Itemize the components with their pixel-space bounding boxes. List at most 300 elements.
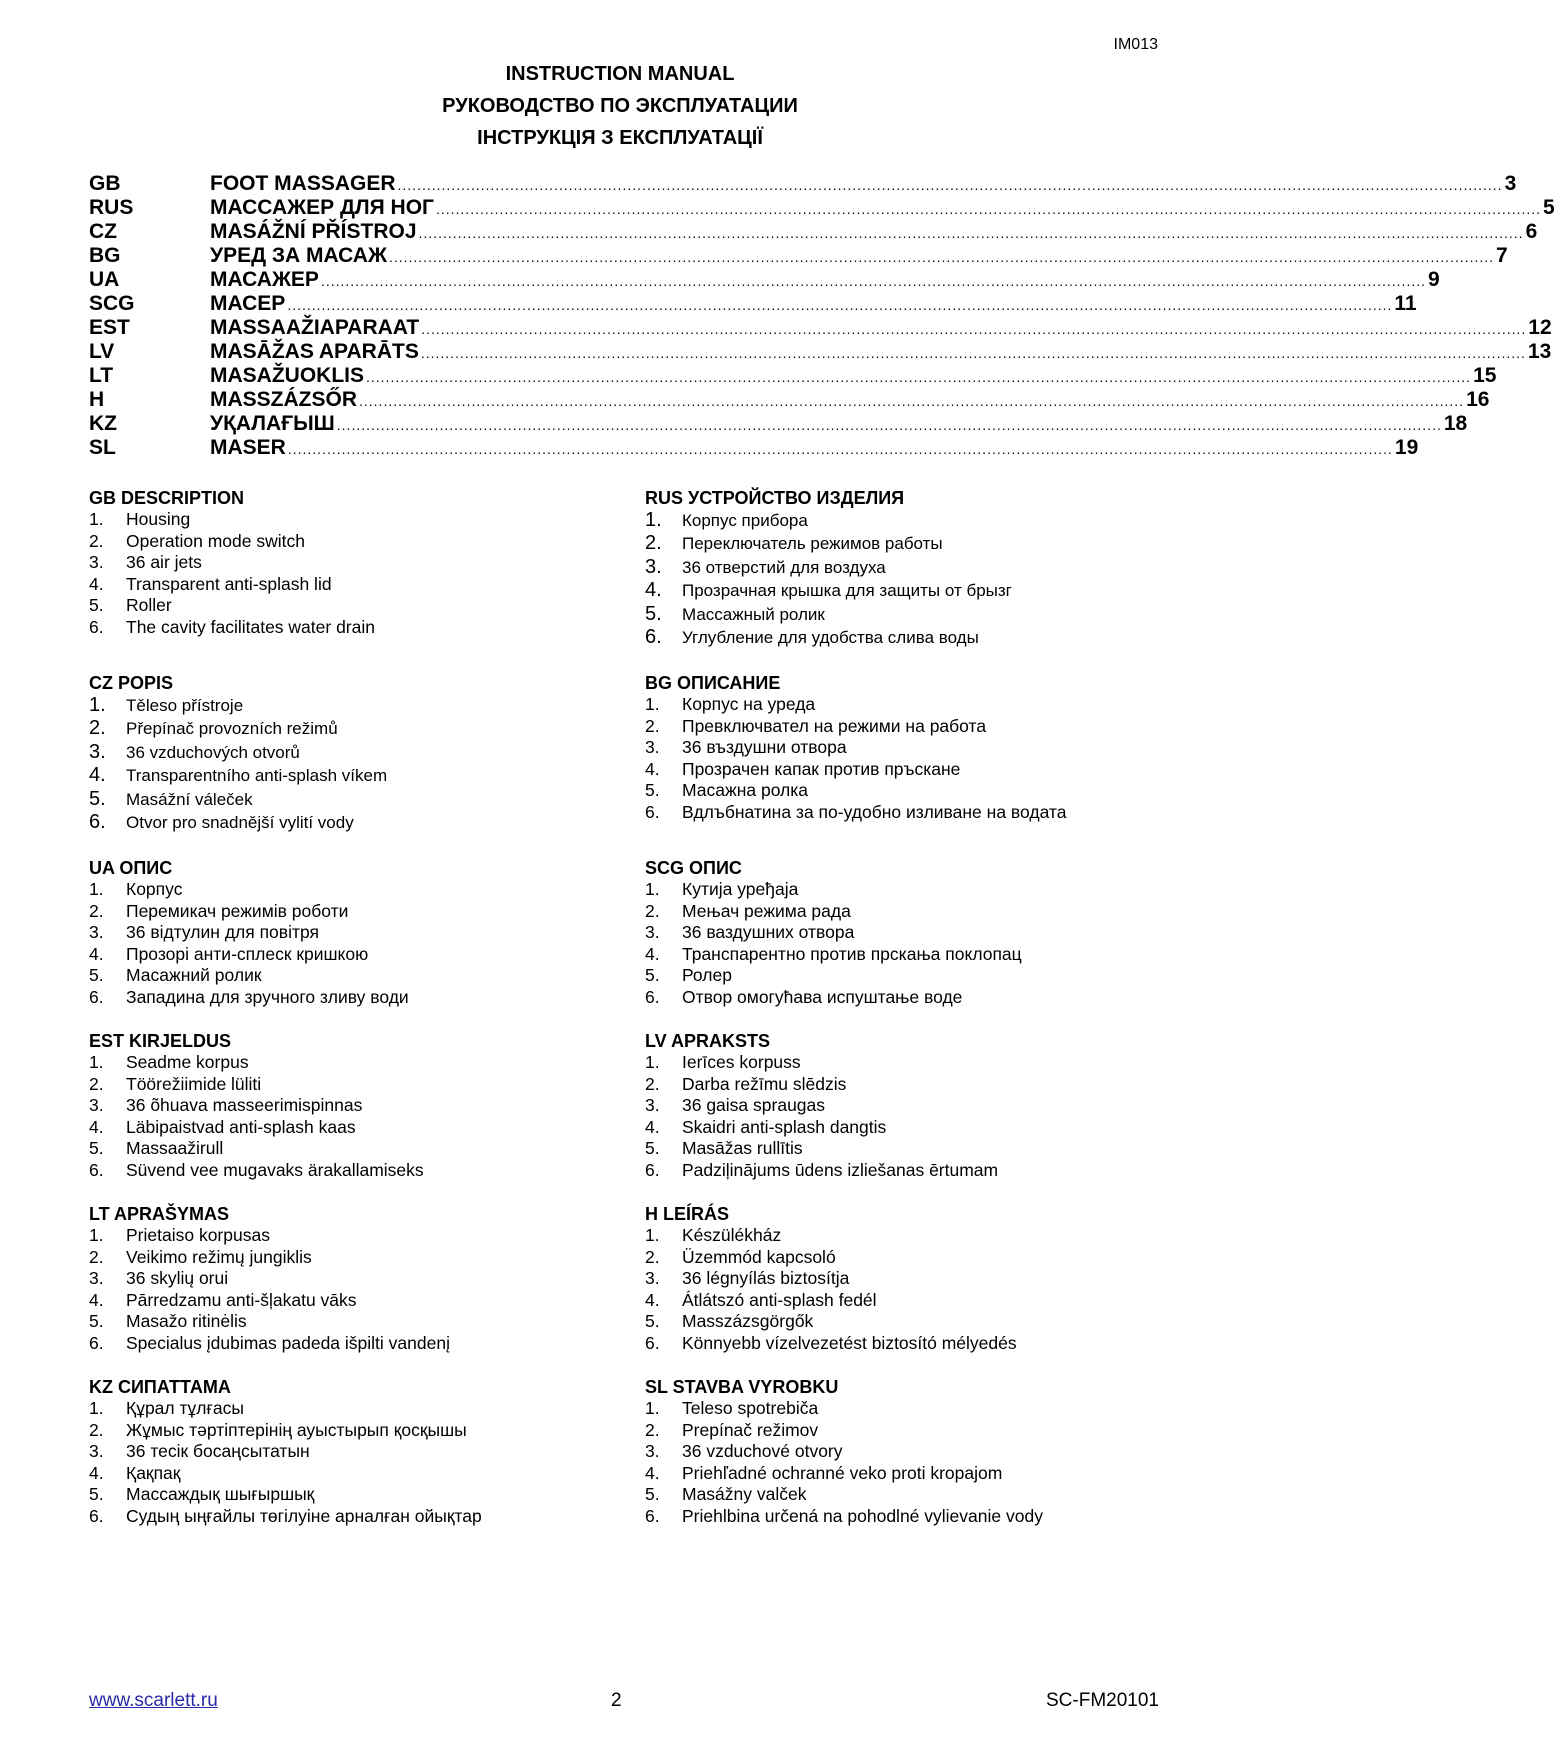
toc-language-code: UA (89, 268, 120, 291)
item-text: Seadme korpus (126, 1052, 249, 1072)
section-title: BG ОПИСАНИЕ (645, 673, 781, 693)
list-item (645, 879, 1159, 901)
list-item (89, 944, 645, 966)
toc-page-number: 13 (1527, 340, 1552, 363)
item-number: 6. (645, 801, 660, 822)
item-number: 6. (89, 1505, 104, 1526)
section-h (645, 1203, 1159, 1376)
item-number: 4. (89, 764, 106, 787)
item-number: 6. (645, 1332, 660, 1353)
item-text: Қақпақ (126, 1462, 181, 1483)
toc-language-code: CZ (89, 220, 117, 243)
page-footer (89, 1690, 1159, 1714)
item-text: 36 vzduchových otvorů (126, 742, 300, 762)
item-number: 3. (89, 1095, 104, 1116)
item-text: Operation mode switch (126, 530, 305, 551)
item-number: 1. (645, 509, 662, 531)
list-item (89, 531, 645, 553)
item-number: 5. (89, 1484, 104, 1505)
toc-entry (89, 436, 1419, 460)
list-item (645, 1138, 1159, 1160)
item-text: 36 відтулин для повітря (126, 922, 319, 943)
toc-entry (89, 268, 1440, 292)
item-number: 2. (89, 530, 104, 551)
section-lv (645, 1030, 1159, 1203)
item-number: 5. (645, 1484, 660, 1505)
item-text: Pārredzamu anti-šļakatu vāks (126, 1289, 357, 1310)
item-text: Läbipaistvad anti-splash kaas (126, 1116, 356, 1137)
section-ua (89, 857, 645, 1030)
toc-leader-dots: .................................................................................................................................................................................................................................. (359, 393, 1465, 409)
toc-page-number: 15 (1473, 364, 1497, 387)
item-number: 3. (645, 922, 660, 943)
item-number: 4. (89, 1116, 104, 1137)
item-text: Прозрачная крышка для защиты от брызг (682, 581, 1012, 601)
item-text: Корпус (126, 879, 183, 899)
item-number: 6. (645, 625, 662, 648)
list-item (89, 922, 645, 944)
toc-title: MASÁŽNÍ PŘÍSTROJ (210, 220, 417, 243)
item-number: 3. (645, 1268, 660, 1289)
list-item (89, 1117, 645, 1139)
item-text: Süvend vee mugavaks ärakallamiseks (126, 1159, 424, 1180)
item-number: 3. (645, 737, 660, 758)
toc-page-number: 9 (1428, 268, 1440, 291)
toc-language-code: H (89, 388, 105, 411)
list-item (89, 1333, 645, 1355)
list-item (89, 811, 645, 834)
list-item (645, 1052, 1159, 1074)
title-english: INSTRUCTION MANUAL (505, 63, 735, 85)
list-item (645, 1247, 1159, 1269)
item-number: 6. (645, 1159, 660, 1180)
toc-title: MASAŽUOKLIS (210, 364, 364, 387)
item-number: 3. (89, 1441, 104, 1462)
list-item (89, 901, 645, 923)
item-text: 36 skylių orui (126, 1268, 229, 1289)
toc-page-number: 16 (1466, 388, 1490, 411)
item-number: 1. (645, 1398, 660, 1418)
toc-language-code: SCG (89, 292, 135, 315)
item-number: 2. (645, 1246, 660, 1267)
list-item (89, 574, 645, 596)
section-title: SCG ОПИС (645, 858, 742, 878)
section-cz (89, 672, 645, 857)
toc-language-code: BG (89, 244, 121, 267)
toc-entry (89, 292, 1417, 316)
toc-entry (89, 340, 1552, 364)
toc-leader-dots: .................................................................................................................................................................................................................................. (388, 249, 1495, 265)
list-item (89, 764, 645, 787)
item-text: Specialus įdubimas padeda išpilti vandenį (126, 1332, 450, 1353)
item-number: 2. (89, 900, 104, 921)
list-item (645, 944, 1159, 966)
item-number: 2. (89, 1246, 104, 1267)
toc-page-number: 11 (1394, 292, 1417, 315)
item-number: 4. (89, 1289, 104, 1310)
list-item (645, 1225, 1159, 1247)
list-item (89, 717, 645, 740)
item-text: Masszázsgörgők (682, 1311, 814, 1332)
list-item (89, 987, 645, 1009)
item-number: 5. (89, 965, 104, 986)
item-text: Housing (126, 509, 191, 529)
list-item (645, 1506, 1159, 1528)
item-number: 3. (645, 1095, 660, 1116)
list-item (89, 965, 645, 987)
section-title: H LEÍRÁS (645, 1204, 730, 1224)
item-number: 2. (89, 1073, 104, 1094)
toc-entry (89, 220, 1538, 244)
section-lt (89, 1203, 645, 1376)
item-text: Padziļinājums ūdens izliešanas ērtumam (682, 1159, 999, 1180)
item-number: 1. (89, 1052, 104, 1072)
list-item (645, 509, 1159, 532)
item-number: 4. (645, 1116, 660, 1137)
title-ukrainian: ІНСТРУКЦІЯ З ЕКСПЛУАТАЦІЇ (477, 127, 763, 149)
list-item (645, 1441, 1159, 1463)
item-number: 1. (645, 1052, 660, 1072)
item-number: 6. (645, 986, 660, 1007)
item-text: Массаждық шығыршық (126, 1484, 315, 1505)
list-item (89, 1290, 645, 1312)
toc-leader-dots: .................................................................................................................................................................................................................................. (397, 177, 1503, 193)
list-item (89, 741, 645, 764)
item-text: Massaažirull (126, 1138, 224, 1159)
toc-title: MASER (210, 436, 286, 459)
list-item (645, 532, 1159, 555)
item-text: Прозорі анти-сплеск кришкою (126, 943, 369, 964)
item-number: 4. (89, 1462, 104, 1483)
toc-leader-dots: .................................................................................................................................................................................................................................. (287, 441, 1393, 457)
list-item (89, 1052, 645, 1074)
item-number: 5. (89, 787, 106, 810)
item-text: Западина для зручного зливу води (126, 986, 409, 1007)
item-text: Teleso spotrebiča (682, 1398, 819, 1418)
item-text: Корпус на уреда (682, 694, 816, 714)
section-kz (89, 1376, 645, 1549)
toc-entry (89, 364, 1497, 388)
item-text: Вдлъбнатина за по-удобно изливане на водата (682, 801, 1067, 822)
item-text: 36 отверстий для воздуха (682, 557, 886, 577)
list-item (645, 759, 1159, 781)
item-number: 2. (645, 1419, 660, 1440)
list-item (645, 694, 1159, 716)
page-number: 2 (611, 1690, 622, 1711)
item-text: Těleso přístroje (126, 696, 244, 715)
list-item (89, 1420, 645, 1442)
toc-leader-dots: .................................................................................................................................................................................................................................. (421, 321, 1527, 337)
list-item (645, 1420, 1159, 1442)
item-number: 2. (89, 1419, 104, 1440)
item-number: 6. (89, 986, 104, 1007)
item-number: 2. (645, 1073, 660, 1094)
list-item (89, 788, 645, 811)
toc-entry (89, 412, 1468, 436)
section-title: UA ОПИС (89, 858, 173, 878)
item-number: 5. (89, 1311, 104, 1332)
item-text: Переключатель режимов работы (682, 534, 943, 554)
item-number: 4. (89, 573, 104, 594)
item-text: Masážny valček (682, 1484, 807, 1505)
list-item (645, 1160, 1159, 1182)
list-item (89, 1311, 645, 1333)
item-number: 5. (645, 1311, 660, 1332)
item-text: Darba režīmu slēdzis (682, 1073, 847, 1094)
item-number: 5. (645, 1138, 660, 1159)
item-number: 4. (645, 943, 660, 964)
toc-entry (89, 172, 1517, 196)
item-number: 1. (89, 509, 104, 529)
item-number: 3. (89, 740, 106, 763)
list-item (645, 1074, 1159, 1096)
section-title: CZ POPIS (89, 673, 174, 693)
toc-title: УҚАЛАҒЫШ (210, 412, 335, 435)
description-sections (89, 487, 1159, 1549)
list-item (645, 1333, 1159, 1355)
section-est (89, 1030, 645, 1203)
toc-title: MASĀŽAS APARĀTS (210, 340, 419, 363)
toc-page-number: 5 (1543, 196, 1555, 219)
website-link[interactable]: www.scarlett.ru (89, 1690, 218, 1711)
item-text: Skaidri anti-splash dangtis (682, 1116, 887, 1137)
toc-language-code: EST (89, 316, 130, 339)
toc-leader-dots: .................................................................................................................................................................................................................................. (287, 297, 1393, 313)
section-gb (89, 487, 645, 672)
list-item (645, 1117, 1159, 1139)
list-item (89, 1225, 645, 1247)
item-text: Перемикач режимів роботи (126, 900, 349, 921)
item-number: 4. (89, 943, 104, 964)
item-number: 3. (645, 1441, 660, 1462)
section-title: KZ СИПАТТАМА (89, 1377, 231, 1397)
document-code: IM013 (1113, 36, 1158, 53)
item-text: Ierīces korpuss (682, 1052, 801, 1072)
list-item (89, 1463, 645, 1485)
item-text: Массажный ролик (682, 604, 825, 624)
list-item (645, 901, 1159, 923)
item-text: Masāžas rullītis (682, 1138, 803, 1159)
list-item (645, 1463, 1159, 1485)
toc-page-number: 6 (1525, 220, 1538, 243)
list-item (645, 716, 1159, 738)
list-item (645, 1290, 1159, 1312)
item-number: 2. (645, 715, 660, 736)
item-number: 1. (89, 879, 104, 899)
item-text: Üzemmód kapcsoló (682, 1246, 836, 1267)
item-number: 5. (645, 965, 660, 986)
item-text: Корпус прибора (682, 511, 808, 530)
list-item (89, 1398, 645, 1420)
section-scg (645, 857, 1159, 1030)
item-number: 4. (645, 758, 660, 779)
item-text: Транспарентно против прскања поклопац (682, 943, 1022, 964)
list-item (645, 1095, 1159, 1117)
item-number: 3. (89, 922, 104, 943)
toc-language-code: KZ (89, 412, 117, 435)
list-item (89, 1160, 645, 1182)
toc-page-number: 7 (1496, 244, 1508, 267)
toc-page-number: 3 (1504, 172, 1517, 195)
item-text: Átlátszó anti-splash fedél (682, 1289, 877, 1310)
list-item (89, 1268, 645, 1290)
item-number: 5. (645, 780, 660, 801)
toc-title: МАССАЖЕР ДЛЯ НОГ (210, 196, 434, 219)
item-number: 6. (89, 1159, 104, 1180)
toc-title: MASSAAŽIAPARAAT (210, 316, 420, 339)
item-text: Прозрачен капак против пръскане (682, 758, 961, 779)
item-text: Отвор омогућава испуштање воде (682, 986, 963, 1007)
toc-page-number: 12 (1528, 316, 1552, 339)
item-text: Превключвател на режими на работа (682, 715, 987, 736)
list-item (645, 802, 1159, 824)
list-item (89, 879, 645, 901)
list-item (89, 1074, 645, 1096)
toc-language-code: GB (89, 172, 121, 195)
list-item (89, 509, 645, 531)
section-sl (645, 1376, 1159, 1549)
toc-language-code: RUS (89, 196, 134, 219)
item-number: 1. (89, 1398, 104, 1418)
list-item (89, 552, 645, 574)
item-number: 1. (645, 694, 660, 714)
section-rus (645, 487, 1159, 672)
item-number: 5. (89, 1138, 104, 1159)
item-text: 36 ваздушних отвора (682, 922, 855, 943)
toc-leader-dots: .................................................................................................................................................................................................................................. (366, 369, 1472, 385)
item-number: 4. (645, 1462, 660, 1483)
toc-title: FOOT MASSAGER (210, 172, 396, 195)
list-item (645, 780, 1159, 802)
list-item (645, 556, 1159, 579)
item-number: 5. (89, 595, 104, 616)
item-text: 36 õhuava masseerimispinnas (126, 1095, 363, 1116)
item-number: 1. (645, 879, 660, 899)
item-text: 36 légnyílás biztosítja (682, 1268, 850, 1289)
toc-page-number: 19 (1394, 436, 1419, 459)
list-item (645, 603, 1159, 626)
list-item (89, 694, 645, 717)
item-text: The cavity facilitates water drain (126, 616, 375, 637)
list-item (645, 965, 1159, 987)
list-item (645, 987, 1159, 1009)
item-text: Priehľadné ochranné veko proti kropajom (682, 1462, 1003, 1483)
item-number: 1. (89, 1225, 104, 1245)
item-text: Veikimo režimų jungiklis (126, 1246, 312, 1267)
item-text: Масажний ролик (126, 965, 262, 986)
item-number: 6. (645, 1505, 660, 1526)
toc-entry (89, 196, 1555, 220)
list-item (645, 922, 1159, 944)
item-text: 36 тесік босаңсытатын (126, 1441, 310, 1462)
item-text: Жұмыс тәртіптерінің ауыстырып қосқышы (126, 1419, 467, 1440)
item-text: Судың ыңғайлы төгілуіне арналған ойықтар (126, 1505, 482, 1526)
list-item (645, 626, 1159, 649)
item-text: Кутија уређаја (682, 879, 799, 899)
title-russian: РУКОВОДСТВО ПО ЭКСПЛУАТАЦИИ (442, 95, 798, 117)
item-number: 6. (89, 616, 104, 637)
item-text: 36 vzduchové otvory (682, 1441, 843, 1462)
toc-page-number: 18 (1443, 412, 1468, 435)
item-text: Roller (126, 595, 172, 616)
table-of-contents (89, 172, 1555, 460)
toc-entry (89, 316, 1552, 340)
item-number: 3. (89, 1268, 104, 1289)
toc-title: УРЕД ЗА МАСАЖ (210, 244, 387, 267)
item-number: 1. (89, 694, 106, 716)
item-number: 1. (645, 1225, 660, 1245)
list-item (645, 1311, 1159, 1333)
item-text: Масажна ролка (682, 780, 809, 801)
toc-leader-dots: .................................................................................................................................................................................................................................. (420, 345, 1526, 361)
toc-entry (89, 388, 1490, 412)
item-text: 36 air jets (126, 552, 202, 573)
section-title: EST KIRJELDUS (89, 1031, 232, 1051)
toc-leader-dots: .................................................................................................................................................................................................................................. (435, 201, 1542, 217)
item-text: Priehlbina určená na pohodlné vylievanie vody (682, 1505, 1043, 1526)
item-text: Készülékház (682, 1225, 782, 1245)
item-text: Transparent anti-splash lid (126, 573, 332, 594)
toc-entry (89, 244, 1508, 268)
item-number: 6. (89, 1332, 104, 1353)
manual-titles (0, 58, 1240, 154)
toc-title: МАСАЖЕР (210, 268, 319, 291)
item-text: Transparentního anti-splash víkem (126, 766, 388, 786)
item-number: 3. (89, 552, 104, 573)
list-item (645, 1398, 1159, 1420)
item-text: Prepínač režimov (682, 1419, 819, 1440)
item-text: Мењач режима рада (682, 900, 851, 921)
item-number: 4. (645, 579, 662, 602)
toc-leader-dots: .................................................................................................................................................................................................................................. (320, 273, 1426, 289)
section-title: RUS УСТРОЙСТВО ИЗДЕЛИЯ (645, 488, 905, 508)
item-text: Masažo ritinėlis (126, 1311, 247, 1332)
model-number: SC-FM20101 (1046, 1690, 1159, 1711)
toc-title: MASSZÁZSŐR (210, 388, 357, 411)
list-item (645, 737, 1159, 759)
item-text: Přepínač provozních režimů (126, 719, 338, 739)
list-item (89, 595, 645, 617)
item-text: 36 gaisa spraugas (682, 1095, 826, 1116)
item-number: 2. (645, 900, 660, 921)
list-item (89, 617, 645, 639)
item-text: Otvor pro snadnější vylití vody (126, 812, 354, 832)
item-text: Prietaiso korpusas (126, 1225, 270, 1245)
section-title: SL STAVBA VYROBKU (645, 1377, 839, 1397)
item-number: 2. (89, 717, 106, 740)
item-text: Masážní váleček (126, 789, 253, 809)
list-item (645, 1268, 1159, 1290)
toc-language-code: LT (89, 364, 114, 387)
list-item (89, 1138, 645, 1160)
list-item (89, 1247, 645, 1269)
item-text: Углубление для удобства слива воды (682, 627, 979, 647)
list-item (89, 1095, 645, 1117)
section-title: LV APRAKSTS (645, 1031, 771, 1051)
item-number: 3. (645, 555, 662, 578)
section-bg (645, 672, 1159, 845)
item-text: Ролер (682, 965, 732, 986)
section-title: GB DESCRIPTION (89, 488, 245, 508)
item-text: Құрал тұлғасы (126, 1398, 244, 1418)
list-item (645, 1484, 1159, 1506)
item-number: 2. (645, 532, 662, 555)
toc-language-code: LV (89, 340, 115, 363)
toc-leader-dots: .................................................................................................................................................................................................................................. (418, 225, 1524, 241)
toc-leader-dots: .................................................................................................................................................................................................................................. (336, 417, 1442, 433)
toc-title: МАСЕР (210, 292, 286, 315)
list-item (645, 579, 1159, 602)
